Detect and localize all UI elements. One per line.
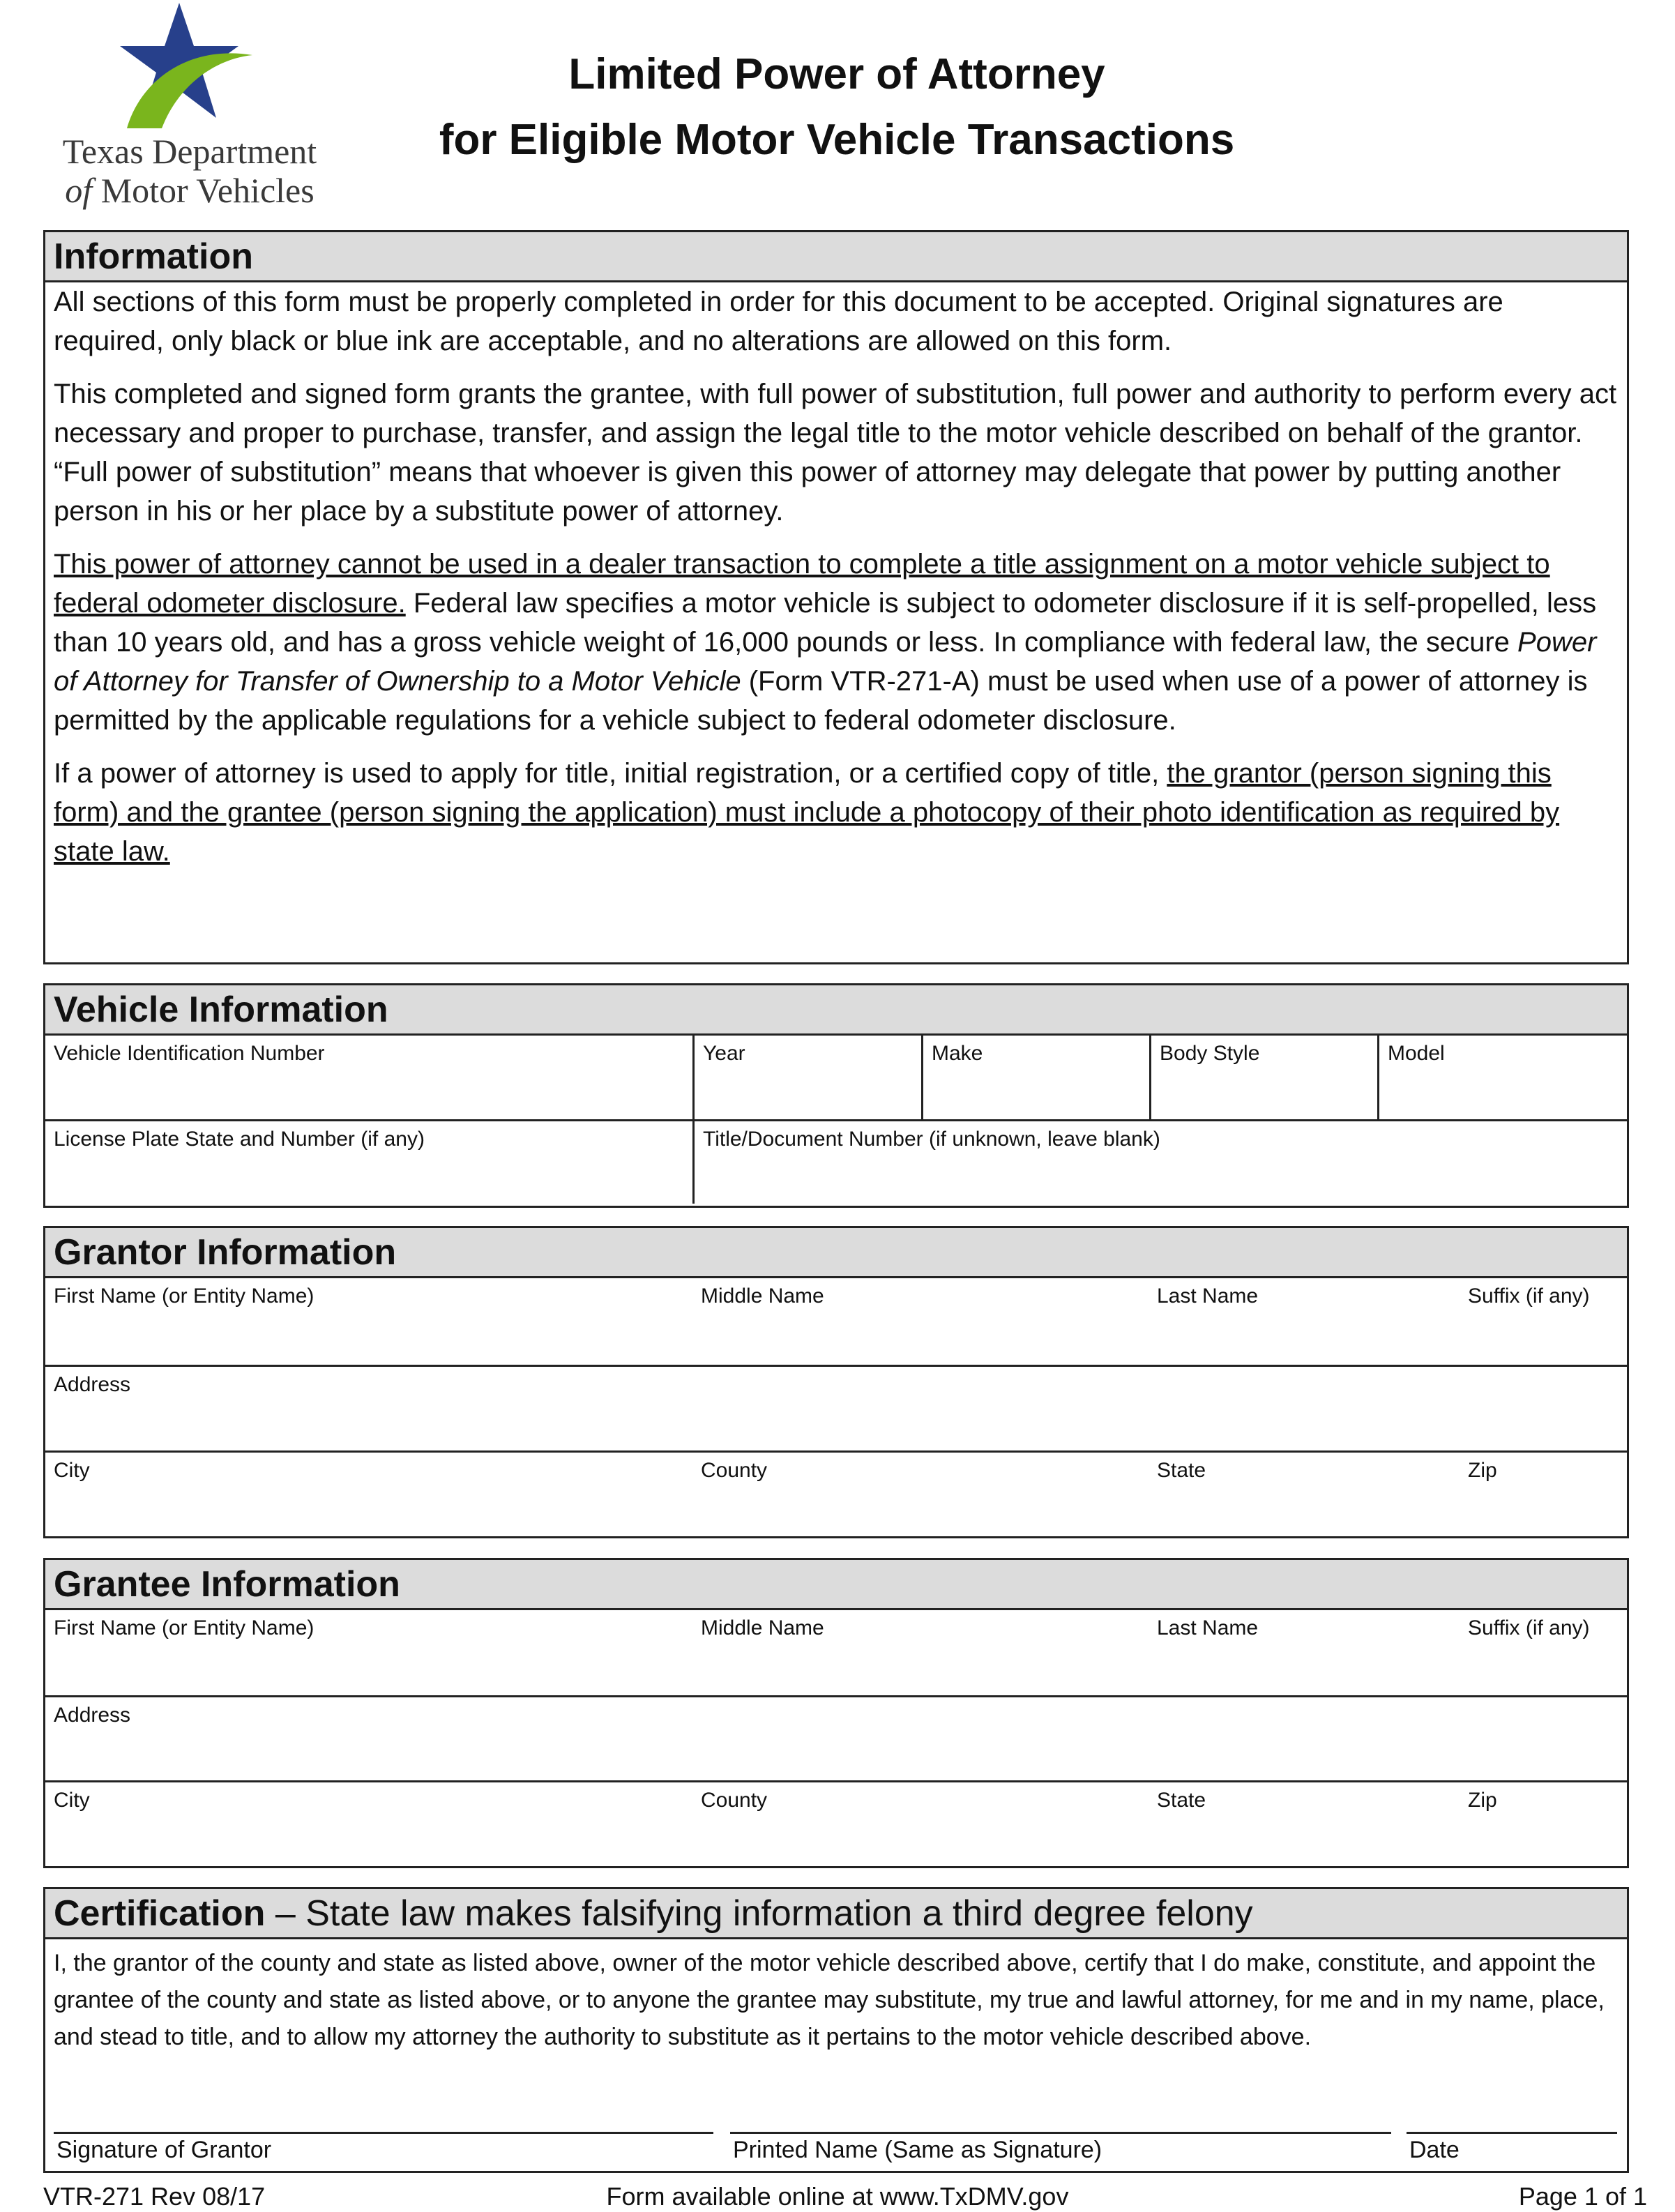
grantee-county-field[interactable]: County (701, 1789, 768, 1812)
title-number-field[interactable]: Title/Document Number (if unknown, leave blank) (692, 1121, 1627, 1204)
grantor-name-row (45, 1278, 1627, 1365)
grantee-city-field[interactable]: City (54, 1789, 90, 1812)
grantee-address-row (45, 1695, 1627, 1780)
grantor-heading: Grantor Information (45, 1228, 1627, 1278)
grantor-city-field[interactable]: City (54, 1459, 90, 1482)
info-paragraph-4: If a power of attorney is used to apply for title, initial registration, or a certified copy of title, the grantor (person signing this form) and the grantee (person signing the application) must include a photocopy of their photo identification as required by state law. (54, 758, 1560, 867)
information-heading: Information (45, 232, 1627, 282)
grantee-name-row (45, 1610, 1627, 1695)
grantee-state-field[interactable]: State (1157, 1789, 1206, 1812)
grantee-last-name-field[interactable]: Last Name (1157, 1616, 1259, 1639)
date-field[interactable]: Date (1407, 2132, 1617, 2171)
grantee-suffix-field[interactable]: Suffix (if any) (1468, 1616, 1590, 1639)
star-logo-icon (113, 3, 259, 135)
grantee-middle-name-field[interactable]: Middle Name (701, 1616, 824, 1639)
grantor-state-field[interactable]: State (1157, 1459, 1206, 1482)
license-plate-field[interactable]: License Plate State and Number (if any) (54, 1128, 425, 1151)
body-style-field[interactable]: Body Style (1149, 1036, 1377, 1119)
grantor-last-name-field[interactable]: Last Name (1157, 1285, 1259, 1308)
grantee-first-name-field[interactable]: First Name (or Entity Name) (54, 1616, 314, 1639)
vin-field[interactable]: Vehicle Identification Number (54, 1042, 325, 1065)
grantor-suffix-field[interactable]: Suffix (if any) (1468, 1285, 1590, 1308)
vehicle-heading: Vehicle Information (45, 985, 1627, 1036)
grantor-county-field[interactable]: County (701, 1459, 768, 1482)
grantee-city-row (45, 1780, 1627, 1864)
logo-line-2: of Motor Vehicles (65, 171, 314, 210)
vehicle-information-section (43, 983, 1629, 1208)
info-paragraph-1: All sections of this form must be properly completed in order for this document to be accepted. Original signatures are required, only black or blue ink are acceptable, and no alterations are allowed on this form. (54, 287, 1503, 356)
form-id: VTR-271 Rev 08/17 (43, 2182, 266, 2211)
form-online-link[interactable]: Form available online at www.TxDMV.gov (606, 2182, 1069, 2211)
grantee-heading: Grantee Information (45, 1560, 1627, 1610)
make-field[interactable]: Make (921, 1036, 1149, 1119)
grantee-zip-field[interactable]: Zip (1468, 1789, 1497, 1812)
certification-text: I, the grantor of the county and state as listed above, owner of the motor vehicle described above, certify that I do make, constitute, and appoint the grantee of the county and state as listed above, or to anyone the grantee may substitute, my true and lawful attorney, for me and in my name, place, and stead to title, and to allow my attorney the authority to substitute as it pertains to the motor vehicle described above. (54, 1950, 1605, 2050)
page-number: Page 1 of 1 (1518, 2182, 1647, 2211)
year-field[interactable]: Year (692, 1036, 921, 1119)
grantor-address-row (45, 1365, 1627, 1450)
grantor-first-name-field[interactable]: First Name (or Entity Name) (54, 1285, 314, 1308)
vehicle-row-1 (45, 1036, 1627, 1119)
information-section (43, 230, 1629, 964)
grantee-address-field[interactable]: Address (54, 1704, 131, 1727)
grantor-middle-name-field[interactable]: Middle Name (701, 1285, 824, 1308)
grantor-address-field[interactable]: Address (54, 1373, 131, 1396)
certification-section (43, 1887, 1629, 2173)
grantor-city-row (45, 1450, 1627, 1534)
grantor-information-section (43, 1226, 1629, 1538)
info-paragraph-2: This completed and signed form grants the grantee, with full power of substitution, full power and authority to perform every act necessary and proper to purchase, transfer, and assign the legal title to the motor vehicle described on behalf of the grantor. “Full power of substitution” means that whoever is given this power of attorney may delegate that power by putting another person in his or her place by a substitute power of attorney. (54, 379, 1617, 527)
signature-of-grantor-field[interactable]: Signature of Grantor (54, 2132, 713, 2171)
grantee-information-section (43, 1558, 1629, 1868)
model-field[interactable]: Model (1377, 1036, 1627, 1119)
vehicle-row-2 (45, 1119, 1627, 1204)
printed-name-field[interactable]: Printed Name (Same as Signature) (730, 2132, 1391, 2171)
txdmv-logo (43, 3, 336, 210)
certification-heading: Certification – State law makes falsifying information a third degree felony (45, 1889, 1627, 1939)
info-paragraph-3: This power of attorney cannot be used in a dealer transaction to complete a title assignment on a motor vehicle subject to federal odometer disclosure. Federal law specifies a motor vehicle is subject to odometer disclosure if it is self-propelled, less than 10 years old, and has a gross vehicle weight of 16,000 pounds or less. In compliance with federal law, the secure Power of Attorney for Transfer of Ownership to a Motor Vehicle (Form VTR-271-A) must be used when use of a power of attorney is permitted by the applicable regulations for a vehicle subject to federal odometer disclosure. (54, 549, 1597, 736)
signature-row (45, 2132, 1627, 2171)
logo-line-1: Texas Department (62, 132, 317, 171)
grantor-zip-field[interactable]: Zip (1468, 1459, 1497, 1482)
page-title: Limited Power of Attorney for Eligible Motor Vehicle Transactions (439, 50, 1235, 164)
information-body (45, 282, 1627, 871)
